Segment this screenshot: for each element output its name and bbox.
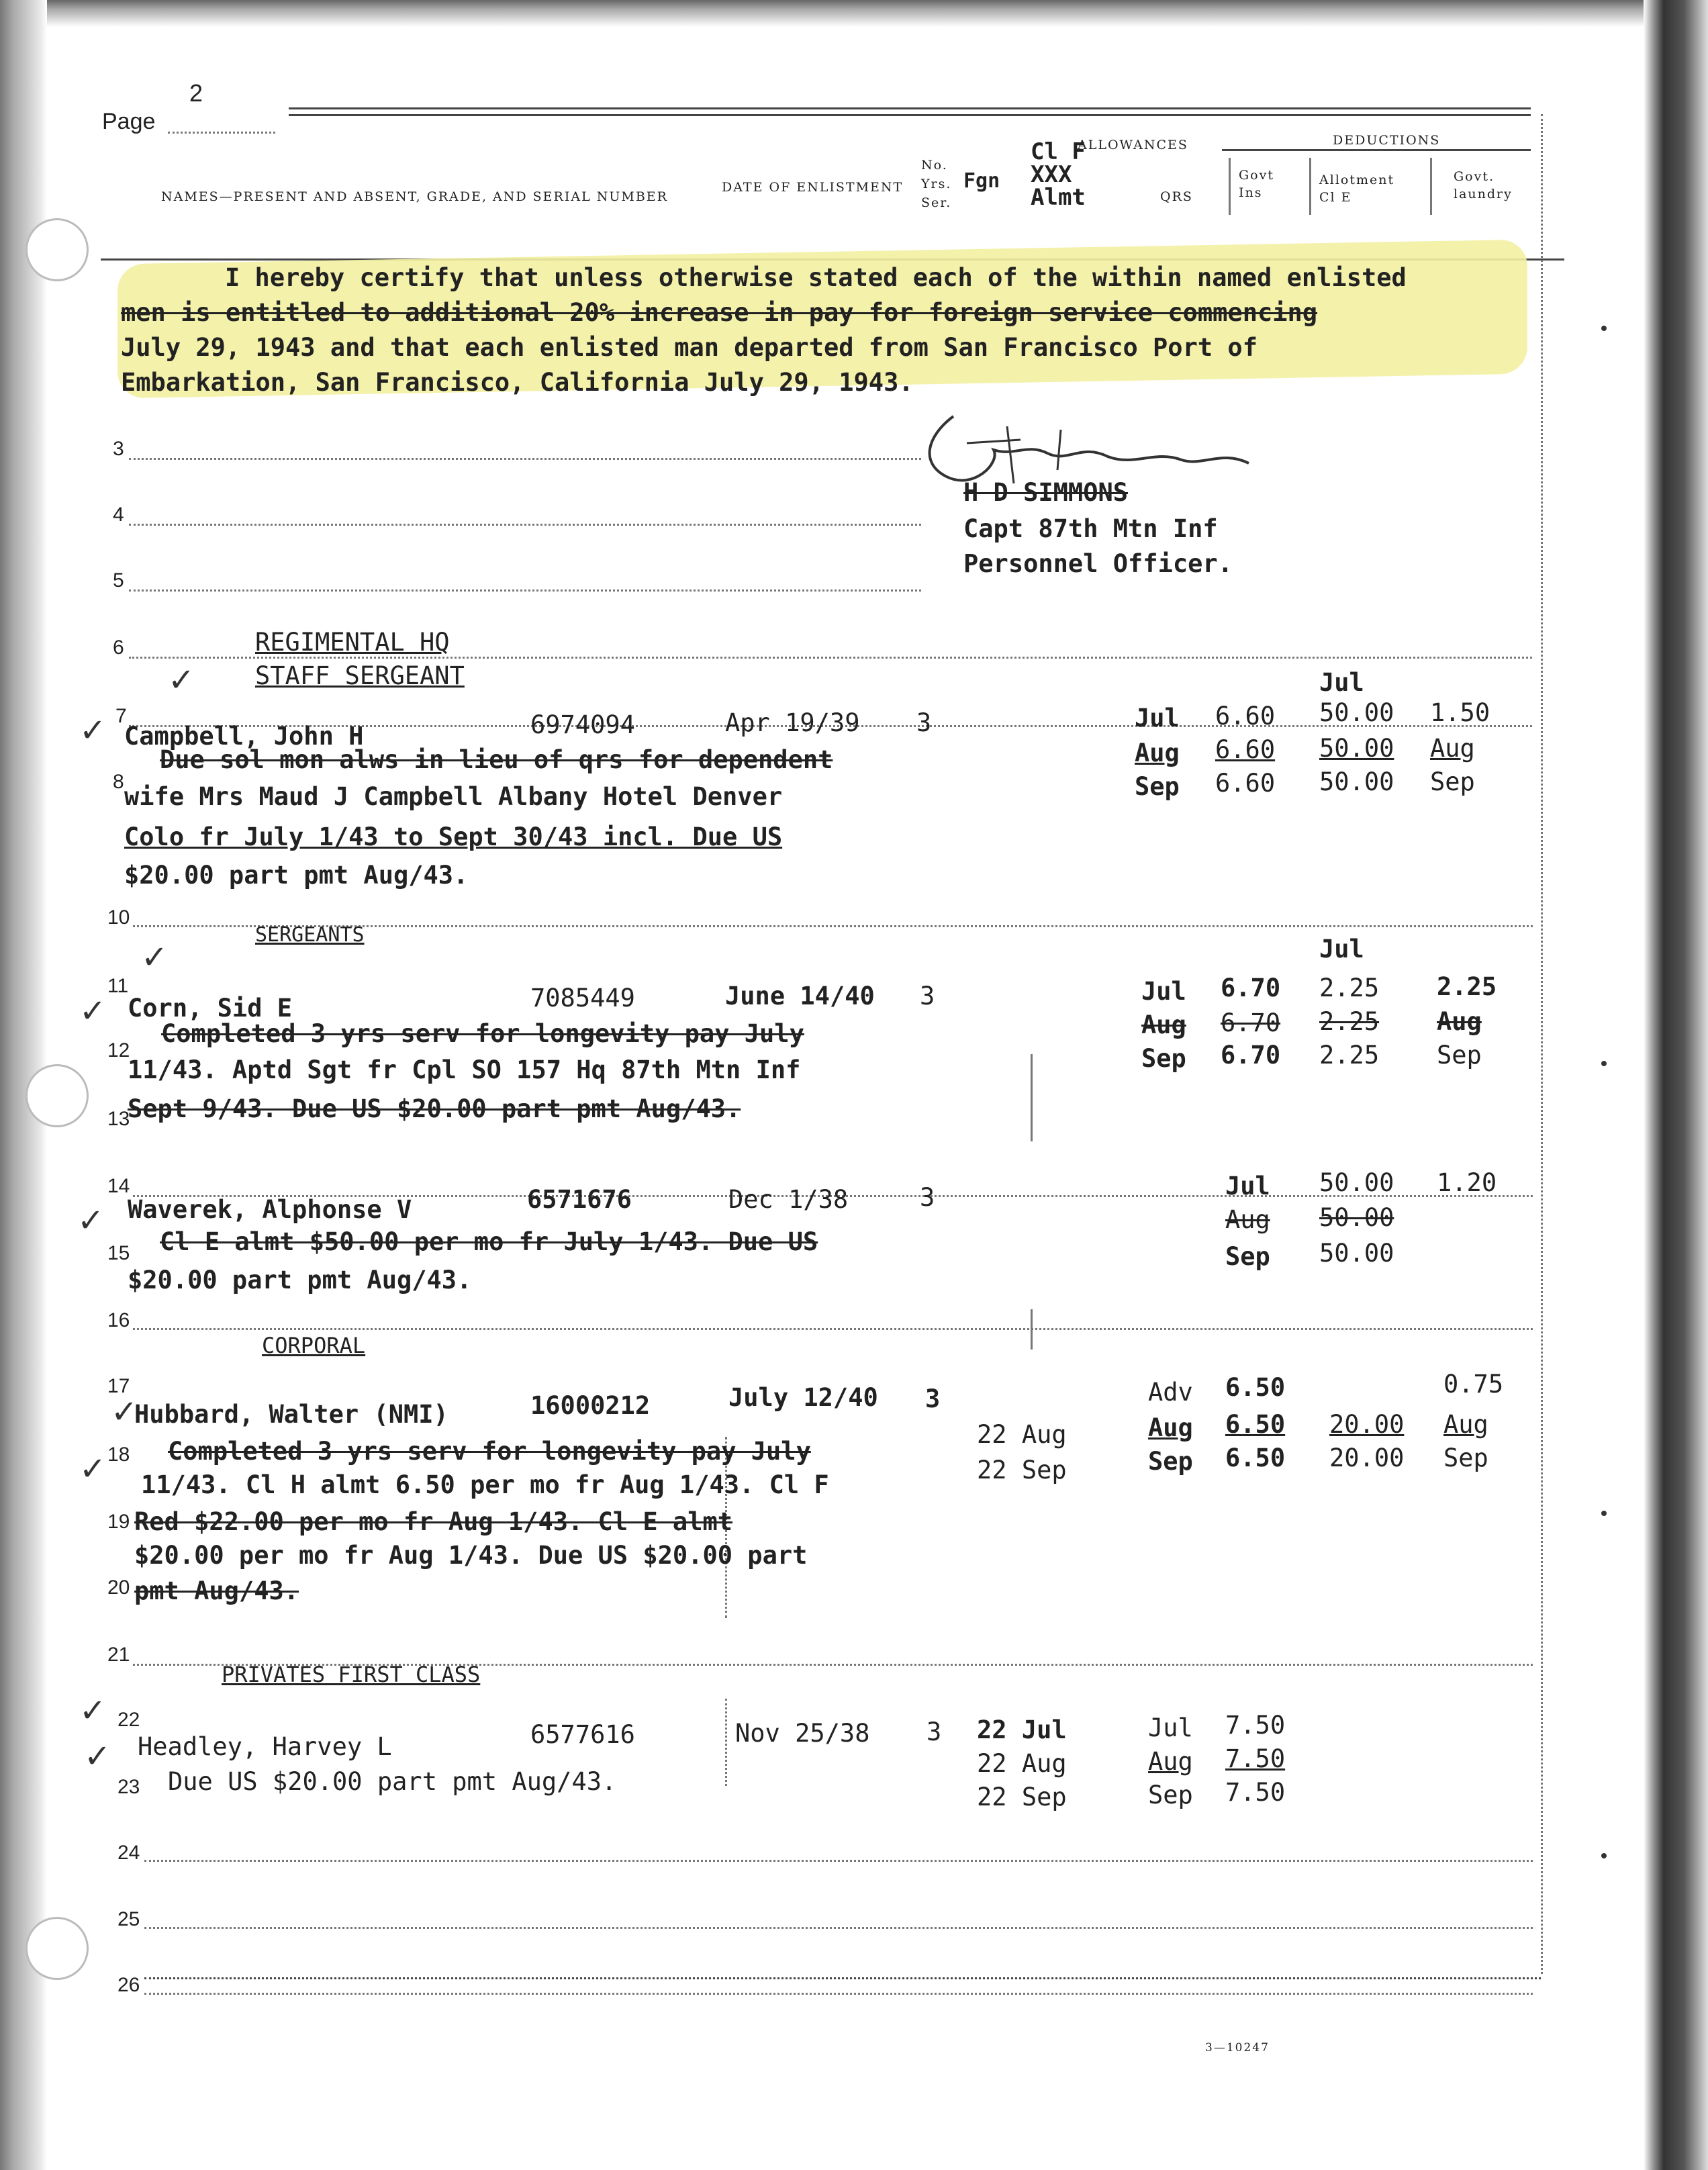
entry-serial: 7085449: [530, 984, 635, 1012]
header-rule: [289, 107, 1531, 109]
line-number: 7: [115, 705, 127, 727]
header-col-xxx: XXX: [1031, 161, 1072, 188]
entry-serial: 16000212: [530, 1391, 651, 1420]
entry-years: 3: [916, 708, 932, 737]
entry-month: Sep: [1135, 772, 1180, 801]
certification-line: Embarkation, San Francisco, California July 29, 1943.: [121, 368, 914, 397]
entry-qrs-amount: 6.50: [1225, 1444, 1286, 1472]
entry-month: Sep: [1148, 1781, 1193, 1809]
header-col-laundry: Govt. laundry: [1454, 169, 1513, 201]
entry-qrs-amount: 6.70: [1221, 974, 1281, 1002]
header-col-names: NAMES—PRESENT AND ABSENT, GRADE, AND SERIAL NUMBER: [161, 189, 668, 204]
entry-month: Aug: [1225, 1205, 1270, 1234]
header-rule: [289, 114, 1531, 116]
entry-qrs-amount: 6.60: [1215, 769, 1276, 798]
section-heading: REGIMENTAL HQ: [255, 628, 450, 657]
margin-dot: [1601, 1853, 1607, 1858]
entry-allotment: 50.00: [1319, 698, 1394, 727]
binder-hole: [26, 218, 89, 281]
header-divider: [1309, 158, 1311, 215]
entry-qrs-amount: 6.60: [1215, 702, 1276, 730]
header-divider: [1229, 158, 1231, 215]
entry-qrs-amount: 6.60: [1215, 735, 1276, 764]
section-heading: CORPORAL: [262, 1333, 366, 1358]
entry-allotment: 50.00: [1319, 1168, 1394, 1197]
entry-month: Jul: [1148, 1713, 1193, 1742]
entry-month: Adv: [1148, 1378, 1193, 1407]
header-col-deductions: DEDUCTIONS: [1333, 133, 1441, 148]
entry-years: 3: [925, 1384, 941, 1413]
entry-serial: 6571676: [527, 1185, 632, 1214]
entry-allotment: 50.00: [1319, 1239, 1394, 1268]
entry-month: Aug: [1148, 1413, 1193, 1442]
entry-name: Headley, Harvey L: [138, 1732, 392, 1761]
check-mark: ✓: [79, 712, 107, 749]
entry-remark: Cl E almt $50.00 per mo fr July 1/43. Due US: [160, 1227, 818, 1256]
entry-years: 3: [920, 1183, 935, 1212]
line-rule: [144, 1860, 1533, 1862]
entry-month: Jul: [1225, 1172, 1270, 1200]
entry-month: Jul: [1135, 704, 1180, 733]
line-number: 22: [117, 1709, 140, 1731]
line-rule: [129, 657, 1532, 659]
line-number: 25: [117, 1908, 140, 1930]
entry-laundry: 2.25: [1437, 972, 1497, 1001]
entry-month: Sep: [1148, 1447, 1193, 1476]
entry-allotment: 20.00: [1329, 1410, 1405, 1439]
entry-remark: $20.00 part pmt Aug/43.: [128, 1266, 472, 1294]
header-col-qrs: QRS: [1160, 189, 1193, 204]
entry-foreign-days: 22 Aug: [977, 1420, 1067, 1449]
entry-name: Hubbard, Walter (NMI): [134, 1400, 448, 1429]
binder-hole: [26, 1917, 89, 1980]
right-margin-rule: [1541, 114, 1543, 1974]
line-number: 19: [107, 1511, 130, 1533]
entry-years: 3: [927, 1717, 942, 1746]
line-number: 21: [107, 1644, 130, 1666]
entry-laundry: Sep: [1443, 1444, 1488, 1472]
entry-month: Jul: [1141, 977, 1186, 1006]
certification-line: July 29, 1943 and that each enlisted man departed from San Francisco Port of: [121, 333, 1258, 362]
column-rule: [1031, 1054, 1033, 1141]
header-rule: [1222, 149, 1531, 151]
line-number: 12: [107, 1039, 130, 1062]
entry-laundry: 1.50: [1430, 698, 1490, 727]
entry-remark: 11/43. Cl H almt 6.50 per mo fr Aug 1/43. Cl F: [141, 1470, 829, 1499]
entry-laundry: Sep: [1437, 1041, 1482, 1070]
entry-remark: Due sol mon alws in lieu of qrs for dependent: [160, 745, 833, 774]
entry-remark: wife Mrs Maud J Campbell Albany Hotel Denver: [124, 782, 783, 811]
column-rule: [725, 1699, 727, 1786]
entry-remark: pmt Aug/43.: [134, 1576, 299, 1605]
header-col-years: No. Yrs. Ser.: [921, 158, 952, 210]
scan-edge-top: [0, 0, 1708, 27]
entry-laundry: Aug: [1443, 1410, 1488, 1439]
line-rule: [133, 1328, 1533, 1330]
header-col-date: DATE OF ENLISTMENT: [722, 180, 904, 195]
line-rule: [129, 589, 921, 592]
scan-edge-right: [1644, 0, 1708, 2170]
entry-allotment: 50.00: [1319, 734, 1394, 763]
entry-qrs-amount: 7.50: [1225, 1778, 1286, 1807]
entry-month: Aug: [1135, 739, 1180, 767]
entry-enlist-date: July 12/40: [728, 1383, 878, 1412]
entry-foreign-days: 22 Sep: [977, 1783, 1067, 1811]
entry-remark: Completed 3 yrs serv for longevity pay July: [168, 1437, 811, 1466]
entry-laundry: Aug: [1430, 734, 1475, 763]
entry-foreign-days: 22 Sep: [977, 1456, 1067, 1484]
entry-name: Corn, Sid E: [128, 994, 293, 1023]
section-heading: PRIVATES FIRST CLASS: [222, 1662, 481, 1687]
entry-name: Campbell, John H: [124, 722, 364, 751]
line-number: 26: [117, 1974, 140, 1996]
check-mark: ✓: [77, 1202, 105, 1239]
line-number: 24: [117, 1842, 140, 1864]
section-heading: SERGEANTS: [255, 923, 365, 947]
entry-month-header: Jul: [1319, 668, 1364, 697]
line-number: 16: [107, 1309, 130, 1331]
line-number: 11: [107, 975, 129, 997]
line-number: 6: [113, 636, 124, 659]
column-rule: [1031, 1309, 1033, 1350]
entry-qrs-amount: 6.50: [1225, 1373, 1286, 1402]
entry-allotment: 50.00: [1319, 767, 1394, 796]
entry-laundry: 1.20: [1437, 1168, 1497, 1197]
entry-remark: $20.00 per mo fr Aug 1/43. Due US $20.00 part: [134, 1541, 808, 1570]
line-number: 4: [113, 504, 124, 526]
line-number: 10: [107, 906, 130, 929]
entry-month: Aug: [1148, 1747, 1193, 1776]
line-number: 18: [107, 1444, 130, 1466]
signer-name: H D SIMMONS: [963, 478, 1129, 507]
header-col-almt: Almt: [1031, 184, 1086, 211]
entry-qrs-amount: 6.70: [1221, 1008, 1281, 1037]
check-mark: ✓: [79, 992, 107, 1030]
header-col-allotment: Allotment Cl E: [1319, 173, 1395, 205]
line-number: 3: [113, 438, 124, 460]
line-number: 17: [107, 1375, 130, 1397]
entry-remark: Red $22.00 per mo fr Aug 1/43. Cl E almt: [134, 1507, 733, 1536]
entry-enlist-date: Dec 1/38: [728, 1185, 849, 1214]
page-number: 2: [189, 79, 203, 107]
line-rule: [129, 524, 921, 526]
margin-dot: [1601, 326, 1607, 331]
check-mark: ✓: [111, 1393, 138, 1431]
entry-serial: 6577616: [530, 1720, 635, 1749]
line-number: 15: [107, 1242, 130, 1264]
header-divider: [1430, 158, 1432, 215]
entry-qrs-amount: 7.50: [1225, 1744, 1286, 1773]
line-rule: [129, 458, 921, 460]
header-col-govt-ins: Govt Ins: [1239, 168, 1274, 200]
signer-title: Capt 87th Mtn Inf: [963, 514, 1218, 543]
entry-foreign-days: 22 Jul: [977, 1715, 1067, 1744]
entry-allotment: 50.00: [1319, 1203, 1394, 1232]
signer-title: Personnel Officer.: [963, 549, 1233, 578]
entry-qrs-amount: 7.50: [1225, 1711, 1286, 1740]
entry-foreign-days: 22 Aug: [977, 1749, 1067, 1778]
check-mark: ✓: [168, 661, 195, 699]
entry-month-header: Jul: [1319, 935, 1364, 963]
entry-laundry: 0.75: [1443, 1370, 1504, 1399]
entry-month: Sep: [1141, 1044, 1186, 1073]
entry-allotment: 2.25: [1319, 1007, 1380, 1036]
entry-month: Aug: [1141, 1010, 1186, 1039]
header-col-allowances: ALLOWANCES: [1078, 138, 1188, 152]
entry-remark: Due US $20.00 part pmt Aug/43.: [168, 1767, 617, 1796]
check-mark: ✓: [141, 939, 169, 976]
entry-remark: Sept 9/43. Due US $20.00 part pmt Aug/43.: [128, 1094, 741, 1123]
entry-enlist-date: Apr 19/39: [725, 708, 860, 737]
entry-allotment: 2.25: [1319, 974, 1380, 1002]
entry-laundry: Sep: [1430, 767, 1475, 796]
certification-line: I hereby certify that unless otherwise stated each of the within named enlisted: [225, 263, 1407, 292]
margin-dot: [1601, 1061, 1607, 1066]
line-number: 13: [107, 1108, 130, 1130]
header-col-fgn: Fgn: [963, 169, 1000, 193]
entry-years: 3: [920, 982, 935, 1010]
entry-name: Waverek, Alphonse V: [128, 1195, 412, 1224]
entry-remark: Completed 3 yrs serv for longevity pay July: [161, 1019, 804, 1048]
margin-dot: [1601, 1511, 1607, 1516]
line-rule: [144, 1927, 1533, 1929]
entry-allotment: 2.25: [1319, 1041, 1380, 1070]
line-number: 8: [113, 771, 124, 793]
entry-allotment: 20.00: [1329, 1444, 1405, 1472]
entry-remark: $20.00 part pmt Aug/43.: [124, 861, 469, 890]
form-bottom-rule: [144, 1977, 1541, 1979]
section-heading: STAFF SERGEANT: [255, 661, 465, 690]
entry-remark: Colo fr July 1/43 to Sept 30/43 incl. Due US: [124, 822, 783, 851]
form-number: 3—10247: [1205, 2041, 1270, 2055]
line-number: 14: [107, 1175, 130, 1197]
entry-qrs-amount: 6.70: [1221, 1041, 1281, 1070]
entry-enlist-date: June 14/40: [725, 982, 875, 1010]
binder-hole: [26, 1064, 89, 1127]
entry-serial: 6974094: [530, 710, 635, 739]
page-number-rule: [168, 132, 275, 134]
entry-laundry: Aug: [1437, 1007, 1482, 1036]
certification-line: men is entitled to additional 20% increase in pay for foreign service commencing: [121, 298, 1318, 327]
header-col-cl-f: Cl F: [1031, 138, 1086, 165]
line-number: 5: [113, 569, 124, 592]
entry-qrs-amount: 6.50: [1225, 1410, 1286, 1439]
check-mark: ✓: [84, 1738, 111, 1775]
entry-enlist-date: Nov 25/38: [735, 1719, 870, 1748]
check-mark: ✓: [79, 1450, 107, 1488]
line-number: 23: [117, 1776, 140, 1798]
line-rule: [144, 1993, 1533, 1995]
entry-remark: 11/43. Aptd Sgt fr Cpl SO 157 Hq 87th Mtn Inf: [128, 1055, 801, 1084]
page-label: Page: [102, 109, 156, 134]
entry-month: Sep: [1225, 1242, 1270, 1271]
line-number: 20: [107, 1576, 130, 1599]
check-mark: ✓: [79, 1692, 107, 1730]
